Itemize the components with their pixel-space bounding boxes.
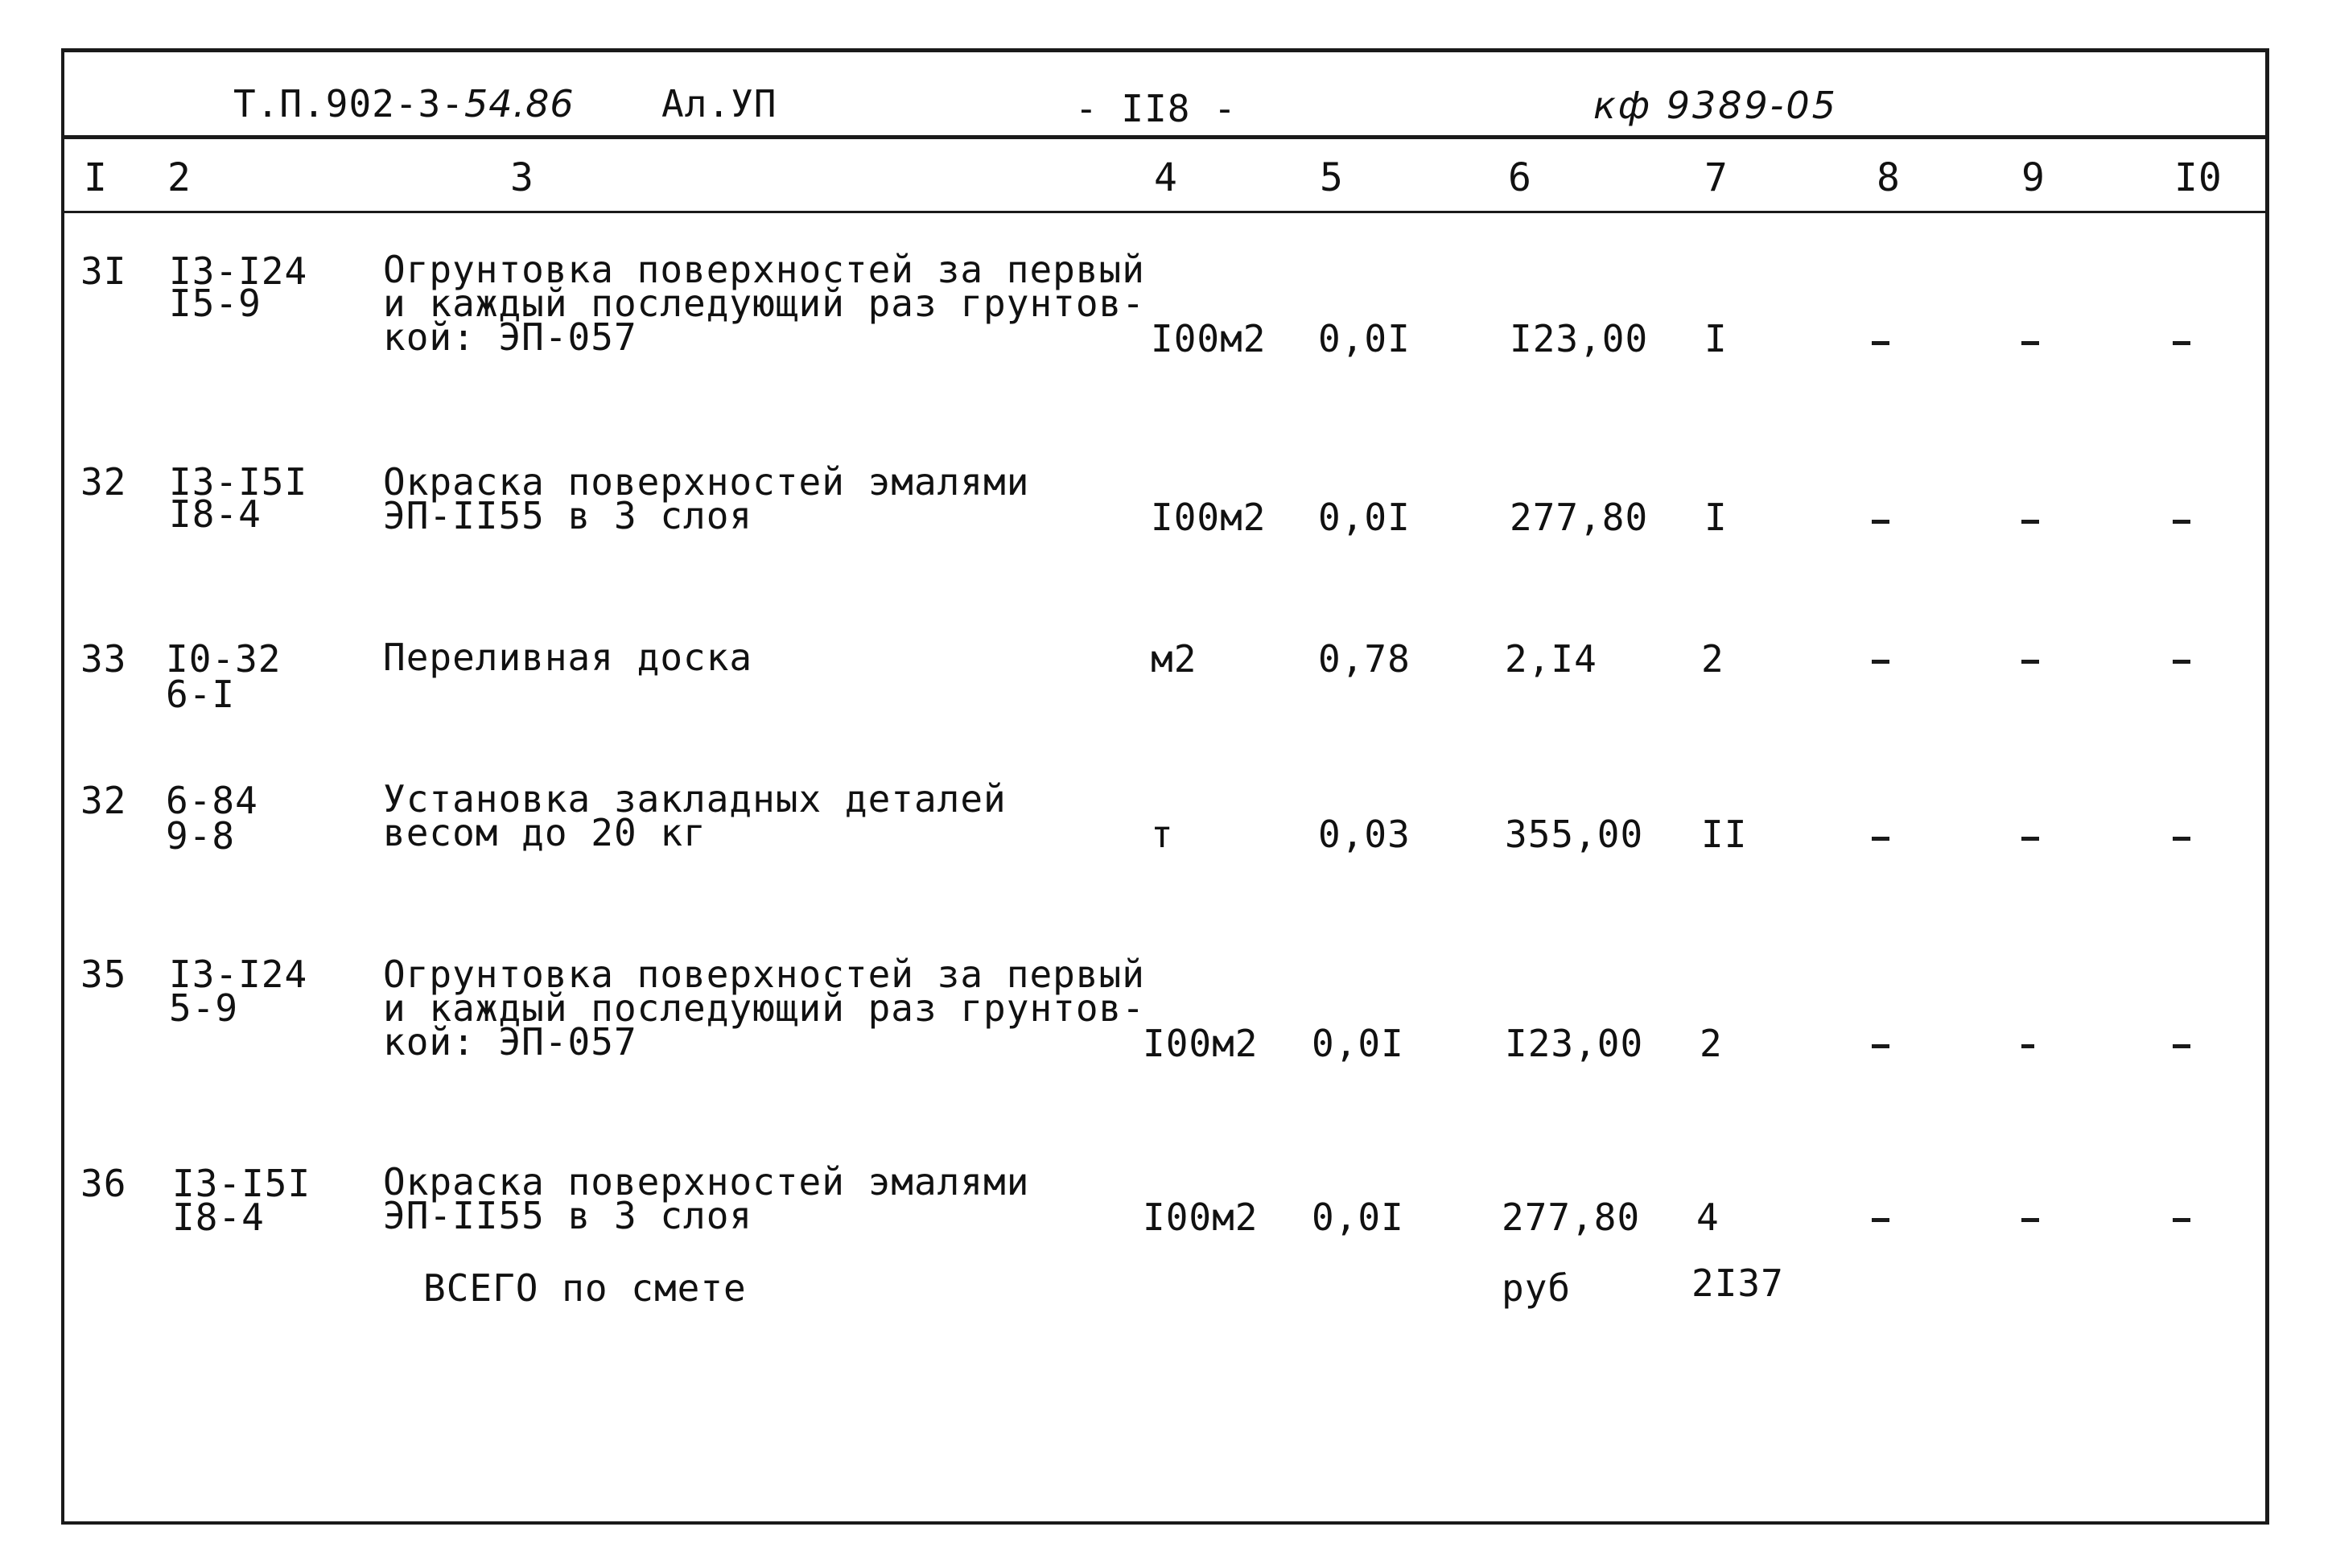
column-number-4: 4 — [1154, 155, 1178, 200]
unit-cell: I00м2 — [1151, 317, 1267, 360]
col7-cell: II — [1701, 813, 1748, 856]
col7-cell: 4 — [1696, 1196, 1720, 1239]
column-number-8: 8 — [1877, 155, 1901, 200]
col7-cell: I — [1704, 317, 1728, 360]
rate-code-line: I8-4 — [172, 1196, 265, 1239]
column-header-divider — [64, 211, 2266, 213]
price-cell: 355,00 — [1505, 813, 1644, 856]
description-line: Переливная доска — [383, 636, 753, 679]
col10-dash — [2173, 520, 2190, 524]
col9-dash — [2021, 837, 2039, 841]
row-number: 32 — [80, 779, 127, 822]
row-number: 35 — [80, 953, 127, 996]
rate-code-line: I3-I24 — [169, 249, 308, 293]
column-number-10: I0 — [2174, 155, 2223, 200]
col8-dash — [1872, 520, 1889, 524]
col10-dash — [2173, 1218, 2190, 1222]
rate-code-line: I3-I5I — [172, 1162, 311, 1205]
total-value: 2I37 — [1691, 1261, 1784, 1305]
description-line: Установка закладных деталей — [383, 777, 1007, 821]
rate-code-line: I3-I5I — [169, 460, 308, 504]
description-line: ЭП-II55 в 3 слоя — [383, 1194, 753, 1237]
column-number-1: I — [84, 155, 108, 200]
header-divider — [64, 135, 2266, 139]
column-number-5: 5 — [1320, 155, 1344, 200]
quantity-cell: 0,03 — [1318, 813, 1411, 856]
col7-cell: 2 — [1701, 637, 1724, 681]
total-unit: руб — [1502, 1266, 1572, 1310]
description-line: Огрунтовка поверхностей за первый — [383, 248, 1145, 291]
description-line: и каждый последующий раз грунтов- — [383, 986, 1145, 1030]
doc-code-handwritten: 54.86 — [464, 82, 575, 126]
description-line: весом до 20 кг — [383, 811, 707, 854]
row-number: 33 — [80, 637, 127, 681]
col10-dash — [2173, 837, 2190, 841]
rate-code-line: 9-8 — [166, 814, 236, 858]
description-line: Огрунтовка поверхностей за первый — [383, 953, 1145, 996]
price-cell: 277,80 — [1510, 496, 1649, 539]
rate-code-line: I3-I24 — [169, 953, 308, 996]
rate-code-line: I8-4 — [169, 492, 262, 536]
col7-cell: 2 — [1700, 1022, 1723, 1065]
column-number-3: 3 — [510, 155, 534, 200]
quantity-cell: 0,0I — [1318, 317, 1411, 360]
unit-cell: м2 — [1151, 637, 1197, 681]
rate-code-line: 5-9 — [169, 986, 239, 1030]
stamp-number: кф 9389-05 — [1593, 84, 1838, 127]
col8-dash — [1872, 1044, 1889, 1048]
col7-cell: I — [1704, 496, 1728, 539]
rate-code-line: I0-32 — [166, 637, 282, 681]
column-number-2: 2 — [167, 155, 192, 200]
col8-dash — [1872, 837, 1889, 841]
unit-cell: I00м2 — [1143, 1196, 1259, 1239]
col8-dash — [1872, 660, 1889, 664]
rate-code-line: I5-9 — [169, 282, 262, 325]
col9-dash — [2021, 1044, 2034, 1048]
col9-dash — [2021, 520, 2039, 524]
column-number-9: 9 — [2021, 155, 2046, 200]
column-number-7: 7 — [1704, 155, 1728, 200]
col9-dash — [2021, 1218, 2039, 1222]
description-line: Окраска поверхностей эмалями — [383, 1160, 1030, 1204]
col10-dash — [2173, 1044, 2190, 1048]
col8-dash — [1872, 341, 1889, 345]
price-cell: 2,I4 — [1505, 637, 1597, 681]
description-line: кой: ЭП-057 — [383, 315, 637, 359]
doc-code-prefix: Т.П.902-3- — [233, 82, 464, 126]
description-line: и каждый последующий раз грунтов- — [383, 282, 1145, 325]
column-number-6: 6 — [1508, 155, 1532, 200]
unit-cell: I00м2 — [1143, 1022, 1259, 1065]
row-number: 32 — [80, 460, 127, 504]
doc-code — [233, 82, 575, 126]
row-number: 3I — [80, 249, 127, 293]
page-number: - II8 - — [1075, 87, 1237, 130]
col10-dash — [2173, 660, 2190, 664]
quantity-cell: 0,78 — [1318, 637, 1411, 681]
album-label: Ал.УП — [661, 82, 777, 126]
col8-dash — [1872, 1218, 1889, 1222]
price-cell: 277,80 — [1502, 1196, 1641, 1239]
description-line: кой: ЭП-057 — [383, 1020, 637, 1064]
row-number: 36 — [80, 1162, 127, 1205]
quantity-cell: 0,0I — [1312, 1196, 1404, 1239]
price-cell: I23,00 — [1505, 1022, 1644, 1065]
unit-cell: I00м2 — [1151, 496, 1267, 539]
col9-dash — [2021, 341, 2039, 345]
quantity-cell: 0,0I — [1318, 496, 1411, 539]
total-label: ВСЕГО по смете — [423, 1266, 747, 1310]
description-line: Окраска поверхностей эмалями — [383, 460, 1030, 504]
rate-code-line: 6-I — [166, 673, 236, 716]
unit-cell: т — [1151, 813, 1174, 856]
description-line: ЭП-II55 в 3 слоя — [383, 494, 753, 537]
col9-dash — [2021, 660, 2039, 664]
price-cell: I23,00 — [1510, 317, 1649, 360]
quantity-cell: 0,0I — [1312, 1022, 1404, 1065]
rate-code-line: 6-84 — [166, 779, 258, 822]
col10-dash — [2173, 341, 2190, 345]
